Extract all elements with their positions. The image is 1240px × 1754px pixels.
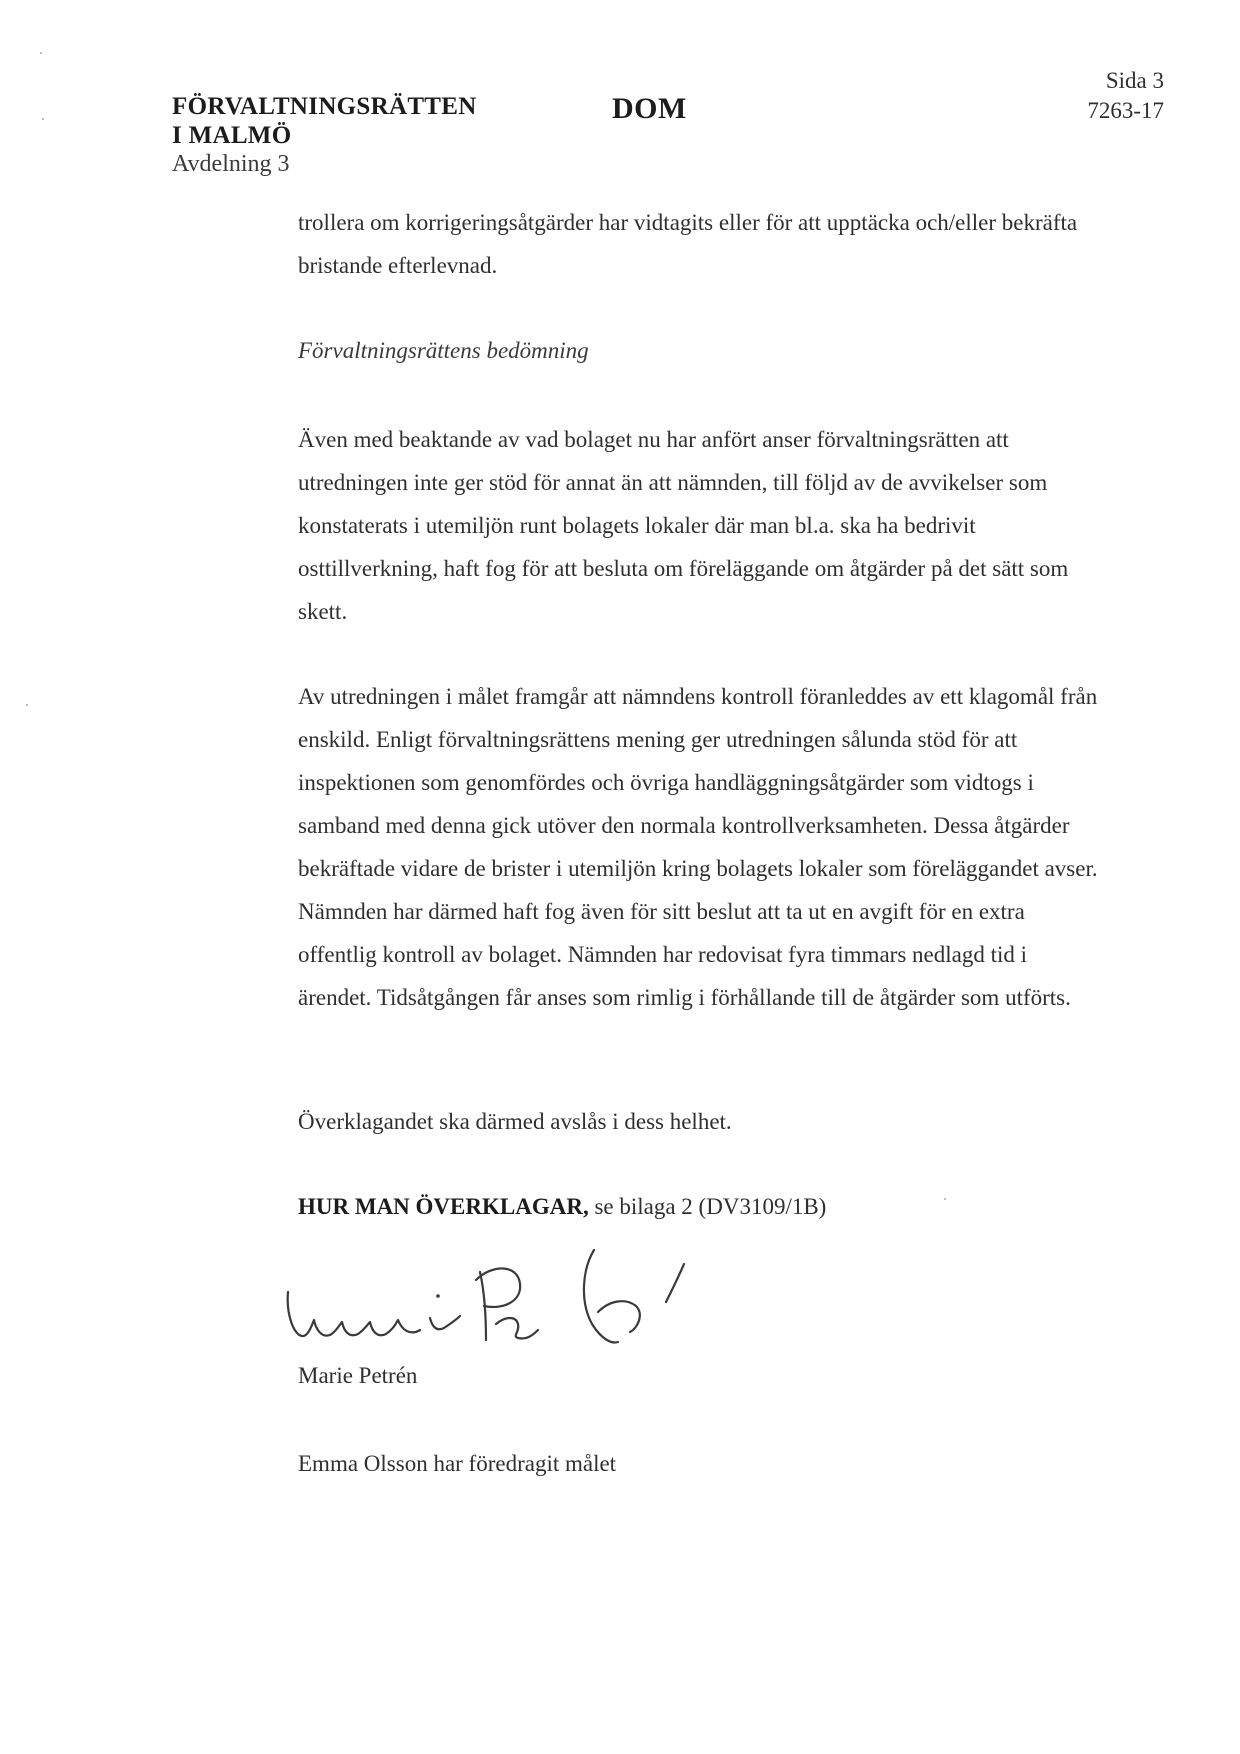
section-heading — [298, 329, 1098, 372]
body-paragraph-1 — [298, 201, 1098, 287]
appeal-text — [298, 1185, 1098, 1228]
handwritten-signature — [280, 1240, 780, 1370]
paragraph-text: Överklagandet ska därmed avslås i dess helhet. — [298, 1109, 732, 1134]
document-type: DOM — [612, 92, 687, 125]
appeal-heading: HUR MAN ÖVERKLAGAR, — [298, 1194, 589, 1219]
paragraph-text: Även med beaktande av vad bolaget nu har anfört anser förvaltningsrätten att utredningen inte ger stöd för annat än att nämnden, till följd av de avvikelser som konstaterats i utemiljön runt bolagets lokaler där man bl.a. ska ha bedrivit osttillverkning, haft fog för att besluta om föreläggande om åtgärder på det sätt som skett. — [298, 427, 1069, 624]
court-name-line-2: I MALMÖ — [172, 122, 292, 149]
section-heading-text: Förvaltningsrättens bedömning — [298, 338, 589, 363]
case-number: 7263-17 — [1087, 98, 1164, 123]
appeal-instructions — [298, 1185, 1098, 1228]
scan-speck — [42, 118, 44, 120]
scan-speck — [40, 52, 42, 54]
page-number: Sida 3 — [1105, 68, 1164, 93]
signer-name — [298, 1354, 1098, 1397]
presenter-line — [298, 1442, 1098, 1485]
paragraph-text: trollera om korrigeringsåtgärder har vidtagits eller för att upptäcka och/eller bekräfta bristande efterlevnad. — [298, 210, 1078, 278]
appeal-reference: se bilaga 2 (DV3109/1B) — [588, 1194, 827, 1219]
body-paragraph-3 — [298, 675, 1098, 1019]
presenter-text: Emma Olsson har föredragit målet — [298, 1451, 617, 1476]
paragraph-text: Av utredningen i målet framgår att nämndens kontroll föranleddes av ett klagomål från enskild. Enligt förvaltningsrättens mening ger utredningen sålunda stöd för att inspektionen som genomfördes och övriga handläggningsåtgärder som vidtogs i samband med denna gick utöver den normala kontrollverksamheten. Dessa åtgärder bekräftade vidare de brister i utemiljön kring bolagets lokaler som föreläggandet avser. Nämnden har därmed haft fog även för sitt beslut att ta ut en avgift för en extra offentlig kontroll av bolaget. Nämnden har redovisat fyra timmars nedlagd tid i ärendet. Tidsåtgången får anses som rimlig i förhållande till de åtgärder som utförts. — [298, 684, 1098, 1010]
signer-name-text: Marie Petrén — [298, 1363, 418, 1388]
scan-speck — [26, 704, 28, 706]
scan-speck — [944, 1198, 946, 1200]
page-meta — [1087, 66, 1164, 126]
court-name-line-1: FÖRVALTNINGSRÄTTEN — [172, 93, 477, 120]
body-paragraph-2 — [298, 418, 1098, 633]
court-department: Avdelning 3 — [172, 151, 290, 177]
court-header — [172, 92, 477, 179]
body-paragraph-4 — [298, 1100, 1098, 1143]
